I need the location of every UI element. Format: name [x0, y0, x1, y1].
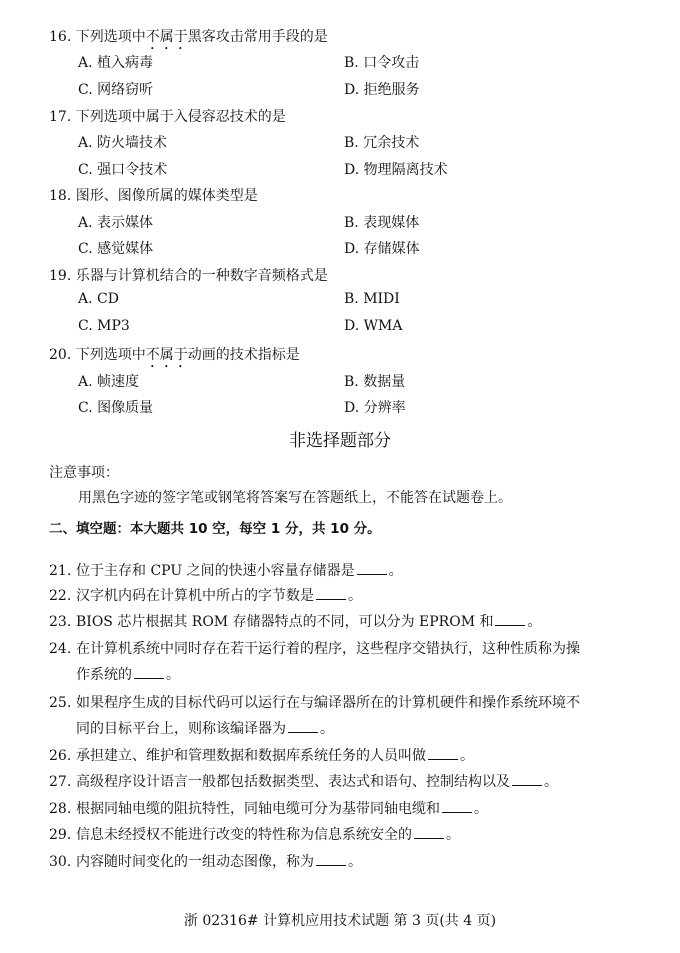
- question-number: 19.: [49, 268, 72, 284]
- option-c: C. 网络窃听: [78, 82, 154, 98]
- question-stem: 信息未经授权不能进行改变的特性称为信息系统安全的: [76, 827, 412, 843]
- option-b: B. MIDI: [344, 291, 400, 307]
- question-stem: 高级程序设计语言一般都包括数据类型、表达式和语句、控制结构以及: [76, 774, 510, 790]
- question-number: 20.: [49, 347, 72, 363]
- answer-blank: [316, 587, 346, 600]
- question-number: 16.: [49, 29, 72, 45]
- section-heading: 二、填空题：本大题共 10 空，每空 1 分，共 10 分。: [49, 521, 381, 537]
- option-c: C. 强口令技术: [78, 162, 168, 178]
- option-d: D. 拒绝服务: [344, 82, 420, 98]
- question-29: [49, 824, 460, 844]
- question-end: 。: [348, 588, 362, 604]
- option-b: B. 冗余技术: [344, 135, 420, 151]
- question-stem: 位于主存和 CPU 之间的快速小容量存储器是: [76, 563, 355, 579]
- question-end: 。: [460, 748, 474, 764]
- answer-blank: [357, 562, 387, 575]
- answer-blank: [316, 853, 346, 866]
- question-stem-line2: 同的目标平台上，则称该编译器为: [76, 721, 286, 737]
- question-number: 27.: [49, 774, 72, 790]
- question-stem: 承担建立、维护和管理数据和数据库系统任务的人员叫做: [76, 748, 426, 764]
- question-22: [49, 585, 362, 605]
- question-number: 18.: [49, 188, 72, 204]
- question-24: [49, 638, 580, 658]
- question-stem-emphasis: 不属于: [145, 29, 188, 45]
- question-stem: 下列选项中属于入侵容忍技术的是: [75, 109, 286, 125]
- question-stem-post: 黑客攻击常用手段的是: [187, 29, 328, 45]
- question-24-continuation: [76, 664, 180, 684]
- question-16: [49, 26, 328, 53]
- answer-blank: [414, 826, 444, 839]
- question-end: 。: [527, 614, 542, 630]
- question-30: [49, 851, 362, 871]
- question-25: [49, 692, 580, 712]
- question-stem: 内容随时间变化的一组动态图像，称为: [76, 854, 314, 870]
- option-a: A. 植入病毒: [78, 55, 154, 71]
- option-c: C. 图像质量: [78, 400, 154, 416]
- question-28: [49, 798, 488, 818]
- question-end: 。: [388, 563, 403, 579]
- question-number: 23.: [49, 614, 72, 630]
- question-end: 。: [166, 667, 180, 683]
- question-number: 29.: [49, 827, 72, 843]
- option-a: A. 表示媒体: [78, 215, 154, 231]
- question-stem-line1: 在计算机系统中同时存在若干运行着的程序，这些程序交错执行，这种性质称为操: [76, 641, 580, 657]
- question-number: 26.: [49, 748, 72, 764]
- question-18: [49, 185, 258, 205]
- option-b: B. 数据量: [344, 374, 406, 390]
- notice-heading: 注意事项：: [49, 465, 119, 481]
- option-d: D. 存储媒体: [344, 241, 420, 257]
- question-23: [49, 611, 541, 631]
- question-end: 。: [320, 721, 334, 737]
- answer-blank: [134, 666, 164, 679]
- question-27: [49, 771, 558, 791]
- option-c: C. MP3: [78, 318, 130, 334]
- option-d: D. 分辨率: [344, 400, 406, 416]
- answer-blank: [428, 747, 458, 760]
- question-stem: 汉字机内码在计算机中所占的字节数是: [76, 588, 314, 604]
- question-stem: 根据同轴电缆的阻抗特性，同轴电缆可分为基带同轴电缆和: [76, 801, 440, 817]
- question-end: 。: [348, 854, 362, 870]
- question-17: [49, 106, 286, 126]
- question-number: 25.: [49, 695, 72, 711]
- question-stem-line1: 如果程序生成的目标代码可以运行在与编译器所在的计算机硬件和操作系统环境不: [76, 695, 580, 711]
- question-stem-post: 动画的技术指标是: [187, 347, 300, 363]
- notice-body: 用黑色字迹的签字笔或钢笔将答案写在答题纸上，不能答在试题卷上。: [78, 490, 512, 506]
- option-a: A. 帧速度: [78, 374, 140, 390]
- option-d: D. WMA: [344, 318, 403, 334]
- option-b: B. 表现媒体: [344, 215, 420, 231]
- part-title: 非选择题部分: [289, 431, 391, 451]
- question-stem-pre: 下列选项中: [75, 347, 146, 363]
- question-number: 24.: [49, 641, 72, 657]
- answer-blank: [288, 720, 318, 733]
- option-b: B. 口令攻击: [344, 55, 420, 71]
- question-stem-line2: 作系统的: [76, 667, 132, 683]
- option-d: D. 物理隔离技术: [344, 162, 448, 178]
- answer-blank: [495, 613, 525, 626]
- question-stem-emphasis: 不属于: [145, 347, 188, 363]
- question-number: 28.: [49, 801, 72, 817]
- question-20: [49, 344, 300, 371]
- page-footer: 浙 02316# 计算机应用技术试题 第 3 页(共 4 页): [183, 913, 497, 929]
- option-c: C. 感觉媒体: [78, 241, 154, 257]
- question-number: 17.: [49, 109, 72, 125]
- question-stem: BIOS 芯片根据其 ROM 存储器特点的不同，可以分为 EPROM 和: [76, 614, 494, 630]
- option-a: A. CD: [78, 291, 119, 307]
- question-19: [49, 265, 328, 285]
- question-21: [49, 560, 403, 580]
- question-stem: 乐器与计算机结合的一种数字音频格式是: [75, 268, 328, 284]
- question-end: 。: [446, 827, 460, 843]
- question-26: [49, 745, 474, 765]
- question-number: 21.: [49, 563, 72, 579]
- answer-blank: [442, 800, 472, 813]
- question-number: 30.: [49, 854, 72, 870]
- question-end: 。: [544, 774, 558, 790]
- option-a: A. 防火墙技术: [78, 135, 168, 151]
- question-end: 。: [474, 801, 488, 817]
- question-stem-pre: 下列选项中: [75, 29, 146, 45]
- question-stem: 图形、图像所属的媒体类型是: [75, 188, 258, 204]
- question-number: 22.: [49, 588, 72, 604]
- answer-blank: [512, 773, 542, 786]
- question-25-continuation: [76, 718, 334, 738]
